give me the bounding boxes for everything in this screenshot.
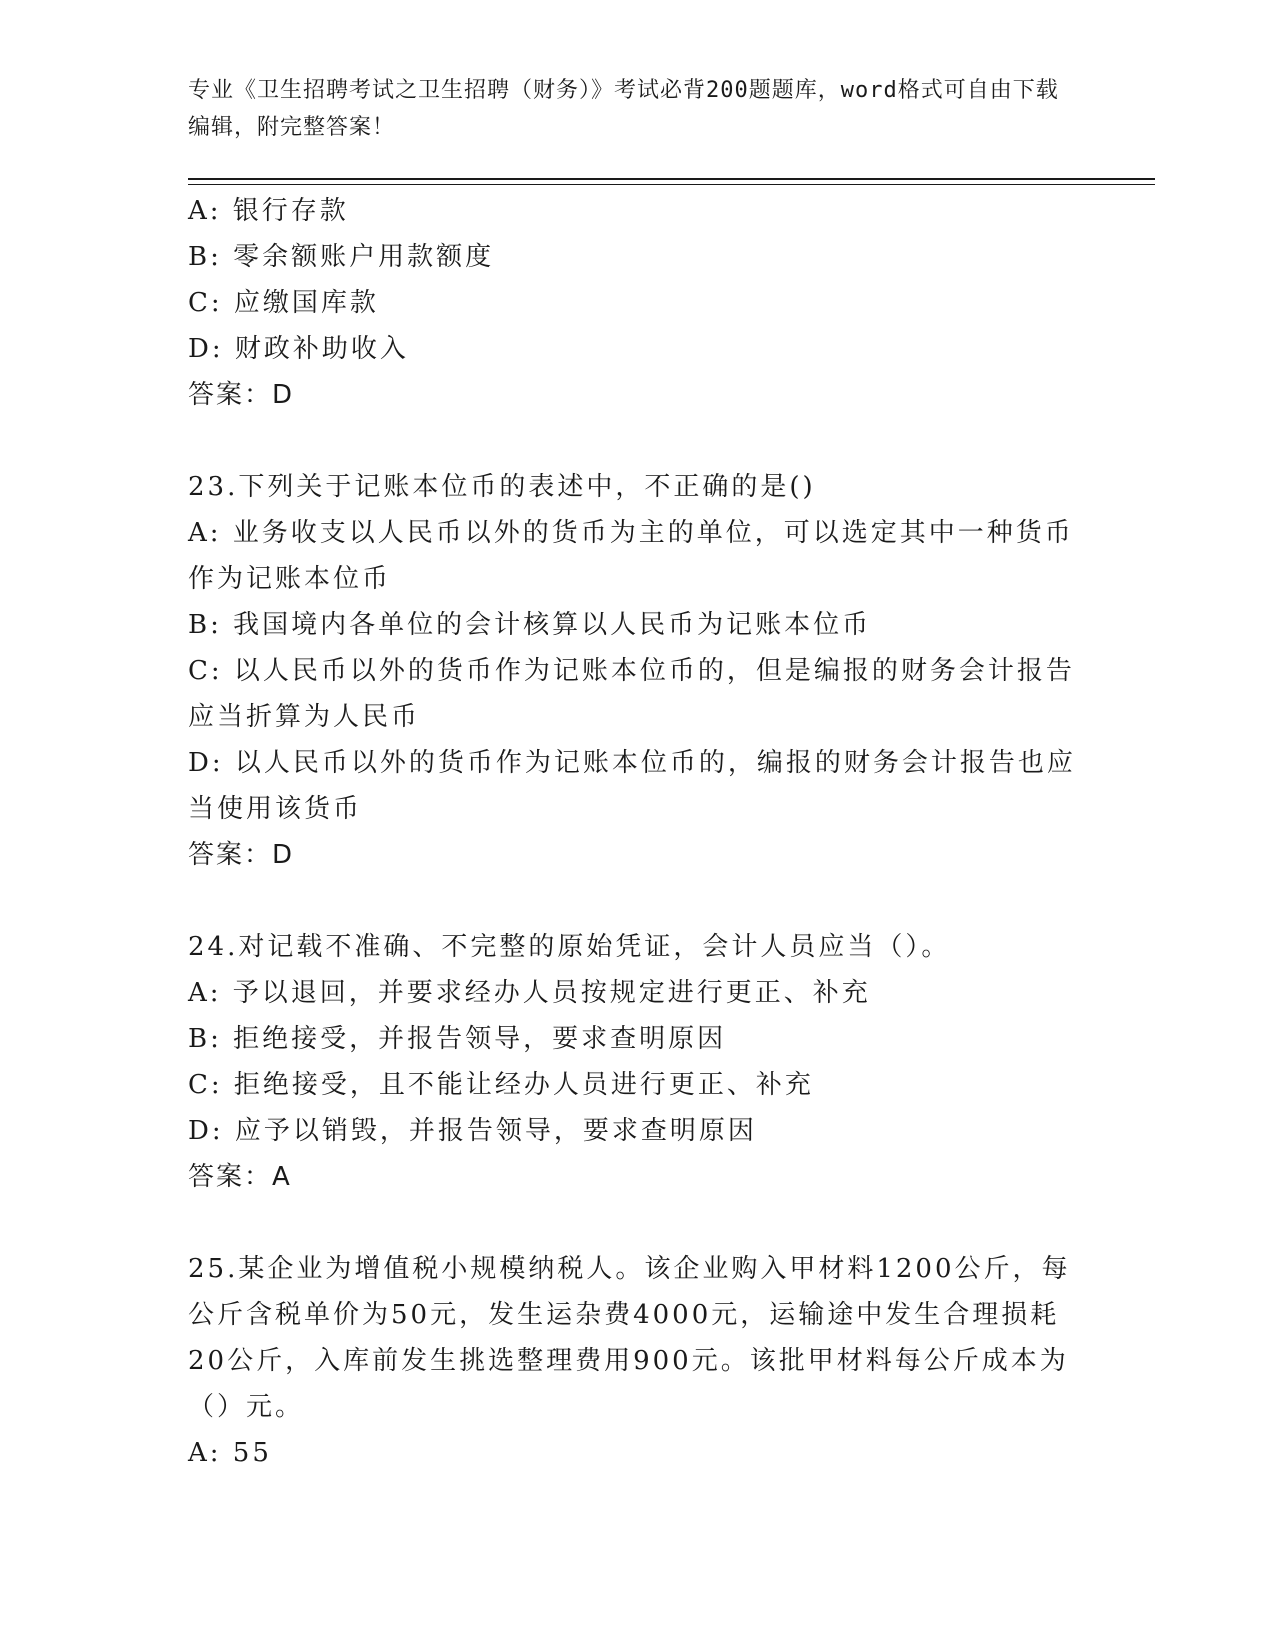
question-stem: 25.某企业为增值税小规模纳税人。该企业购入甲材料1200公斤，每公斤含税单价为50元，发生运杂费4000元，运输途中发生合理损耗20公斤，入库前发生挑选整理费用900元。该批甲材料每公斤成本为（）元。 <box>188 1254 1071 1422</box>
option-a: A: 业务收支以人民币以外的货币为主的单位，可以选定其中一种货币作为记账本位币 <box>188 518 1074 594</box>
question-list <box>188 188 1088 1476</box>
spacer <box>188 1200 1088 1246</box>
option-b: B: 零余额账户用款额度 <box>188 242 495 272</box>
header-divider-thick <box>188 178 1155 180</box>
option-a: A: 55 <box>188 1438 272 1468</box>
option-c: C: 以人民币以外的货币作为记账本位币的，但是编报的财务会计报告应当折算为人民币 <box>188 656 1075 732</box>
question-25 <box>188 1246 1088 1476</box>
option-a: A: 银行存款 <box>188 196 349 226</box>
option-d: D: 应予以销毁，并报告领导，要求查明原因 <box>188 1116 757 1146</box>
option-d: D: 财政补助收入 <box>188 334 409 364</box>
header-divider-thin <box>188 184 1155 185</box>
answer: 答案：D <box>188 380 295 410</box>
option-a: A: 予以退回，并要求经办人员按规定进行更正、补充 <box>188 978 871 1008</box>
spacer <box>188 878 1088 924</box>
answer: 答案：A <box>188 1162 292 1192</box>
document-header: 专业《卫生招聘考试之卫生招聘（财务）》考试必背200题题库，word格式可自由下载编辑，附完整答案！ <box>188 78 1059 140</box>
question-stem: 23.下列关于记账本位币的表述中，不正确的是() <box>188 472 816 502</box>
option-d: D: 以人民币以外的货币作为记账本位币的，编报的财务会计报告也应当使用该货币 <box>188 748 1076 824</box>
question-23 <box>188 464 1088 878</box>
option-b: B: 拒绝接受，并报告领导，要求查明原因 <box>188 1024 727 1054</box>
option-c: C: 应缴国库款 <box>188 288 379 318</box>
question-22 <box>188 188 1088 418</box>
option-c: C: 拒绝接受，且不能让经办人员进行更正、补充 <box>188 1070 814 1100</box>
question-stem: 24.对记载不准确、不完整的原始凭证，会计人员应当（）。 <box>188 932 951 962</box>
spacer <box>188 418 1088 464</box>
option-b: B: 我国境内各单位的会计核算以人民币为记账本位币 <box>188 610 872 640</box>
question-24 <box>188 924 1088 1200</box>
answer: 答案：D <box>188 840 295 870</box>
